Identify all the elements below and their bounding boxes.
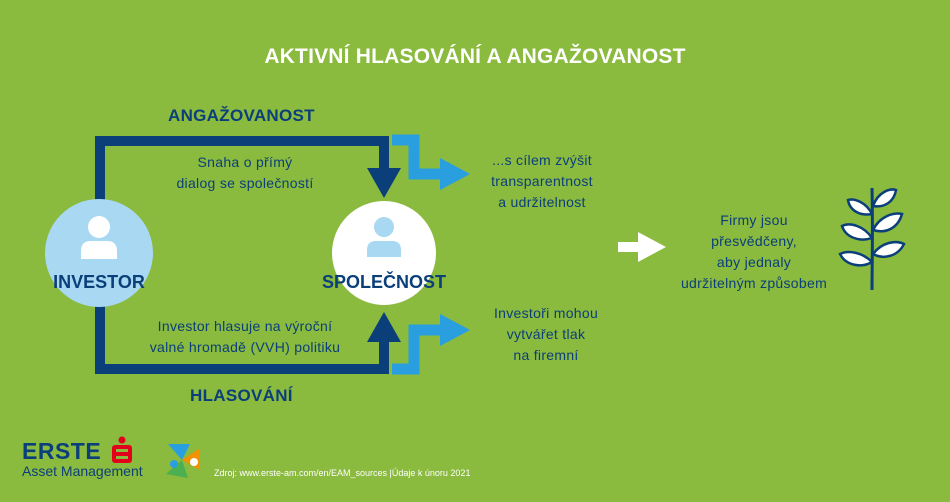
result-line-2: přesvědčeny,: [711, 233, 797, 249]
engagement-arrowhead: [367, 168, 401, 198]
engagement-header: ANGAŽOVANOST: [168, 106, 315, 125]
erste-logo-wordmark: ERSTE: [22, 438, 102, 464]
engagement-line-2: dialog se společností: [176, 175, 314, 191]
outcome-bottom-line-2: vytvářet tlak: [506, 326, 586, 342]
result-line-1: Firmy jsou: [720, 212, 788, 228]
voting-line-1: Investor hlasuje na výroční: [157, 318, 333, 334]
engagement-description: [150, 152, 340, 194]
result-line-4: udržitelným způsobem: [680, 275, 828, 291]
outcome-top-line-2: transparentnost: [491, 173, 593, 189]
outcome-top-line-3: a udržitelnost: [498, 194, 586, 210]
voting-header: HLASOVÁNÍ: [190, 386, 293, 405]
voting-arrowhead: [367, 312, 401, 342]
diagram-title: AKTIVNÍ HLASOVÁNÍ A ANGAŽOVANOST: [264, 45, 686, 68]
outcome-bottom-line-1: Investoři mohou: [493, 305, 599, 321]
bottom-lightblue-arrowhead: [440, 314, 470, 346]
sparkasse-s-logo-icon: [110, 436, 134, 464]
result-line-3: aby jednaly: [716, 254, 792, 270]
bottom-lightblue-connector: [392, 330, 446, 369]
result-text: [666, 210, 842, 294]
outcome-bottom-line-3: na firemní: [513, 347, 579, 363]
top-lightblue-arrowhead: [440, 158, 470, 190]
engagement-line-1: Snaha o přímý: [197, 154, 293, 170]
outcome-top-text: [476, 150, 608, 213]
plant-icon: [832, 184, 912, 294]
source-note: Zdroj: www.erste-am.com/en/EAM_sources |Údaje k únoru 2021: [214, 468, 471, 478]
outcome-top-line-1: ...s cílem zvýšit: [492, 152, 592, 168]
investor-label: INVESTOR: [53, 272, 145, 292]
sdg-logo-icon: [160, 440, 204, 480]
voting-description: [125, 316, 365, 358]
voting-line-2: valné hromadě (VVH) politiku: [149, 339, 341, 355]
arrow-right-icon: [618, 232, 666, 262]
outcome-bottom-text: [480, 303, 612, 366]
erste-logo-subtitle: Asset Management: [22, 463, 143, 479]
company-label: SPOLEČNOST: [322, 272, 447, 292]
